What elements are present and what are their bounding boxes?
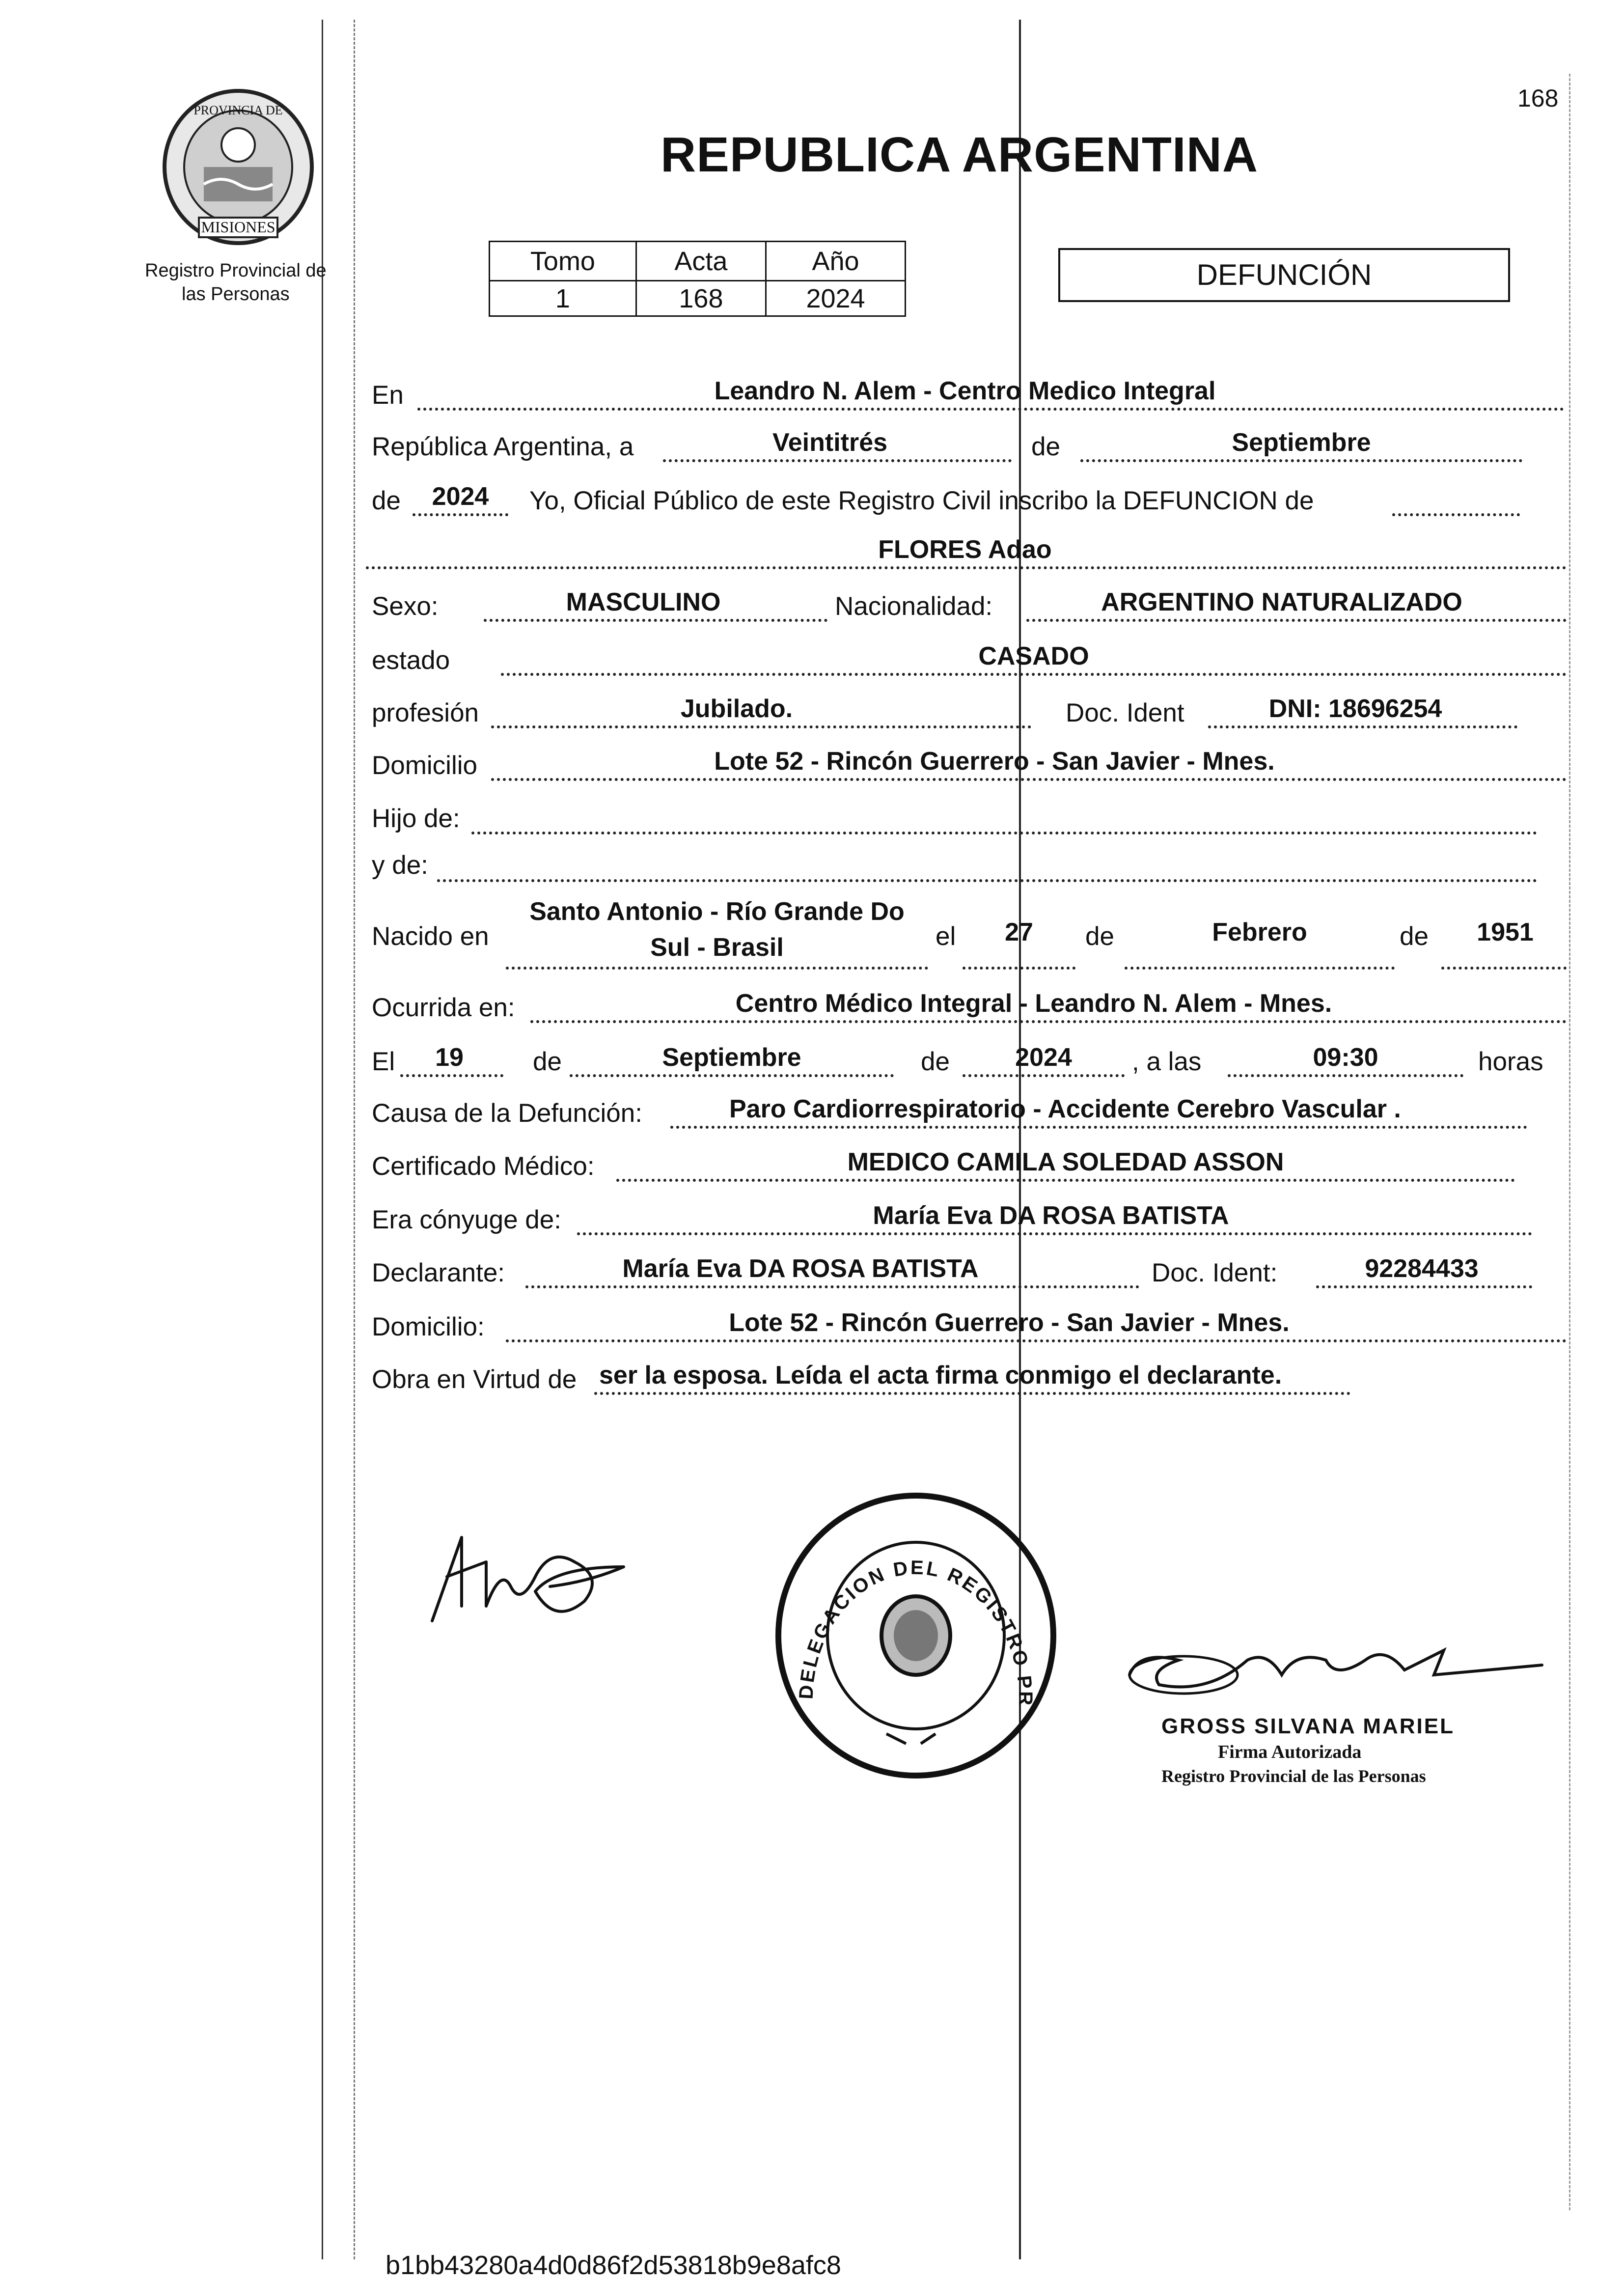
field-profesion: Jubilado.	[680, 695, 793, 723]
field-causa: Paro Cardiorrespiratorio - Accidente Cerebro Vascular .	[729, 1095, 1401, 1123]
field-nombre: FLORES Adao	[878, 535, 1052, 564]
label-de-6: de	[921, 1047, 950, 1076]
dotline-anio	[413, 513, 508, 516]
field-nacido-anio: 1951	[1477, 918, 1534, 946]
label-de-3: de	[1085, 922, 1114, 951]
label-doc-ident: Doc. Ident	[1066, 698, 1184, 727]
record-header-anio: Año	[766, 242, 906, 281]
field-nacido-mes: Febrero	[1212, 918, 1307, 946]
field-conyuge: María Eva DA ROSA BATISTA	[873, 1201, 1229, 1230]
dotline-certificado	[616, 1179, 1515, 1182]
registry-line-1: Registro Provincial de	[145, 260, 327, 281]
signature-left	[427, 1508, 633, 1626]
label-obra: Obra en Virtud de	[372, 1365, 577, 1394]
field-certificado: MEDICO CAMILA SOLEDAD ASSON	[847, 1148, 1284, 1176]
dotline-dia	[663, 459, 1012, 462]
record-type-box	[1058, 248, 1510, 302]
label-conyuge: Era cónyuge de:	[372, 1205, 561, 1234]
label-de-5: de	[533, 1047, 562, 1076]
registry-line-2: las Personas	[182, 284, 290, 305]
dotline-profesion	[491, 725, 1031, 728]
label-profesion: profesión	[372, 698, 479, 727]
field-mes: Septiembre	[1232, 428, 1371, 457]
official-stamp	[759, 1488, 1073, 1783]
label-causa: Causa de la Defunción:	[372, 1099, 642, 1128]
dotline-declarante	[525, 1285, 1139, 1288]
label-en: En	[372, 381, 404, 410]
binding-line-dashed	[354, 20, 355, 2259]
label-de-2: de	[372, 486, 401, 515]
dotline-sexo	[484, 619, 827, 622]
record-value-acta: 168	[636, 281, 766, 316]
dotline-def-hora	[1228, 1074, 1463, 1077]
signature-right	[1120, 1631, 1552, 1709]
field-nacionalidad: ARGENTINO NATURALIZADO	[1101, 588, 1462, 616]
dotline-obra	[594, 1392, 1350, 1395]
label-de-4: de	[1400, 922, 1429, 951]
label-nacionalidad: Nacionalidad:	[835, 592, 993, 621]
dotline-causa	[670, 1126, 1527, 1129]
record-header-acta: Acta	[636, 242, 766, 281]
svg-text:PROVINCIA DE: PROVINCIA DE	[193, 103, 283, 117]
right-margin-line	[1569, 74, 1570, 2210]
svg-text:MISIONES: MISIONES	[201, 218, 275, 236]
record-header-tomo: Tomo	[490, 242, 636, 281]
field-def-hora: 09:30	[1313, 1043, 1378, 1072]
label-horas: horas	[1478, 1047, 1543, 1076]
label-nacido-en: Nacido en	[372, 922, 489, 951]
field-sexo: MASCULINO	[566, 588, 721, 616]
dotline-def-dia	[400, 1074, 503, 1077]
record-type: DEFUNCIÓN	[1196, 258, 1372, 291]
field-dia: Veintitrés	[772, 428, 888, 457]
record-value-tomo: 1	[490, 281, 636, 316]
field-anio: 2024	[432, 482, 489, 511]
label-sexo: Sexo:	[372, 592, 439, 621]
field-def-anio: 2024	[1015, 1043, 1072, 1072]
field-nacido-lugar-2: Sul - Brasil	[650, 933, 784, 962]
dotline-declarante-doc	[1316, 1285, 1532, 1288]
svg-text:DELEGACION DEL REGISTRO PROVIN: DELEGACION DEL REGISTRO PR	[795, 1557, 1037, 1708]
dotline-mes	[1080, 459, 1522, 462]
dotline-y-de	[437, 879, 1537, 882]
dotline-ocurrida	[530, 1020, 1567, 1023]
field-ocurrida: Centro Médico Integral - Leandro N. Alem - Mnes.	[735, 989, 1332, 1018]
dotline-nacido-lugar	[506, 967, 928, 970]
page-number: 168	[1517, 84, 1559, 112]
label-a-las: , a las	[1132, 1047, 1202, 1076]
dotline-def-anio	[963, 1074, 1125, 1077]
dotline-declarante-domicilio	[506, 1339, 1567, 1342]
signer-office: Registro Provincial de las Personas	[1161, 1766, 1426, 1786]
field-nacido-lugar-1: Santo Antonio - Río Grande Do	[529, 897, 905, 926]
field-declarante: María Eva DA ROSA BATISTA	[622, 1254, 979, 1283]
field-lugar: Leandro N. Alem - Centro Medico Integral	[714, 377, 1216, 405]
dotline-conyuge	[577, 1232, 1532, 1235]
label-certificado: Certificado Médico:	[372, 1152, 595, 1181]
label-declarante: Declarante:	[372, 1258, 505, 1287]
field-nacido-dia: 27	[1005, 918, 1033, 946]
signer-role: Firma Autorizada	[1218, 1742, 1362, 1762]
label-domicilio-2: Domicilio:	[372, 1312, 485, 1341]
page-title: REPUBLICA ARGENTINA	[661, 127, 1259, 182]
dotline-nacionalidad	[1026, 619, 1567, 622]
dotline-estado	[501, 673, 1567, 676]
label-el-cap: El	[372, 1047, 395, 1076]
dotline-hijo-de	[471, 832, 1537, 834]
province-seal	[157, 86, 319, 248]
field-declarante-domicilio: Lote 52 - Rincón Guerrero - San Javier - Mnes.	[729, 1308, 1290, 1337]
record-value-anio: 2024	[766, 281, 906, 316]
dotline-doc	[1208, 725, 1517, 728]
field-def-dia: 19	[435, 1043, 464, 1072]
label-hijo-de: Hijo de:	[372, 804, 460, 833]
label-doc-ident-2: Doc. Ident:	[1152, 1258, 1278, 1287]
dotline-domicilio	[491, 778, 1567, 781]
dotline-yo	[1392, 513, 1520, 516]
dotline-nacido-dia	[963, 967, 1075, 970]
signer-name: GROSS SILVANA MARIEL	[1161, 1714, 1455, 1738]
dotline-def-mes	[570, 1074, 894, 1077]
label-el: el	[936, 922, 956, 951]
label-republica: República Argentina, a	[372, 432, 634, 461]
record-table	[489, 241, 906, 317]
label-y-de: y de:	[372, 851, 428, 880]
field-domicilio: Lote 52 - Rincón Guerrero - San Javier - Mnes.	[714, 747, 1275, 776]
field-declarante-doc: 92284433	[1365, 1254, 1479, 1283]
center-fold-line	[1019, 20, 1021, 2259]
dotline-nacido-anio	[1441, 967, 1567, 970]
dotline-lugar	[417, 408, 1564, 411]
document-hash: b1bb43280a4d0d86f2d53818b9e8afc8	[385, 2251, 841, 2280]
label-ocurrida-en: Ocurrida en:	[372, 993, 515, 1022]
field-def-mes: Septiembre	[662, 1043, 801, 1072]
field-obra: ser la esposa. Leída el acta firma conmigo el declarante.	[599, 1361, 1282, 1390]
label-yo: Yo, Oficial Público de este Registro Civil inscribo la DEFUNCION de	[529, 486, 1314, 515]
label-estado: estado	[372, 646, 450, 675]
binding-line	[322, 20, 323, 2259]
field-estado: CASADO	[978, 642, 1089, 670]
dotline-nacido-mes	[1125, 967, 1395, 970]
label-de-1: de	[1031, 432, 1060, 461]
label-domicilio: Domicilio	[372, 751, 477, 780]
dotline-nombre	[366, 566, 1567, 569]
field-doc: DNI: 18696254	[1268, 695, 1442, 723]
